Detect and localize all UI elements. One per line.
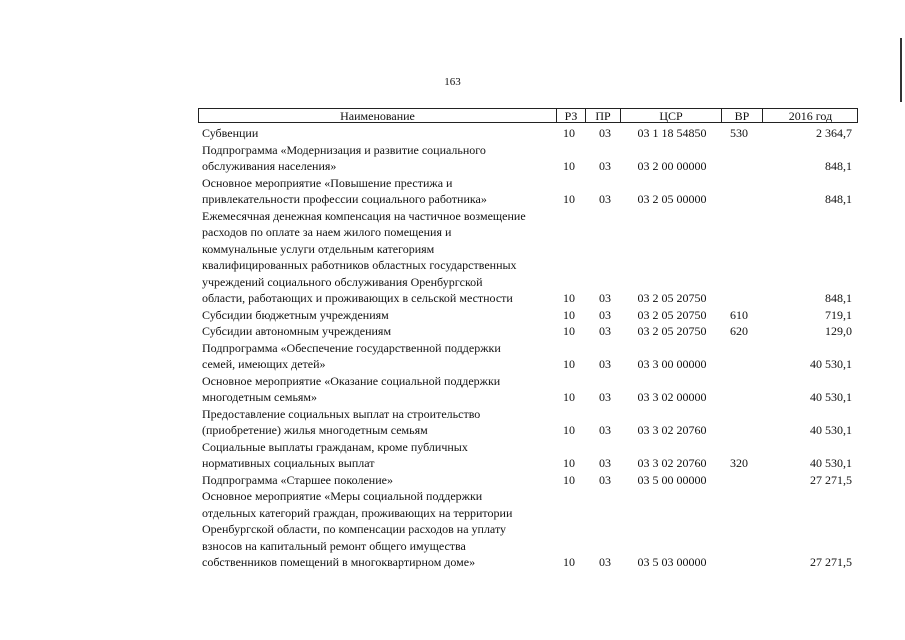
row-line [0, 340, 905, 357]
cell-vr: 320 [730, 456, 748, 470]
cell-pr: 03 [599, 390, 611, 404]
row-name-text: семей, имеющих детей» [202, 357, 326, 371]
row-name-text: расходов по оплате за наем жилого помещения и [202, 225, 452, 239]
row-line [0, 538, 905, 555]
cell-csr: 03 5 00 00000 [637, 472, 707, 487]
cell-rz: 10 [563, 555, 575, 569]
row-name-text: квалифицированных работников областных государственных [202, 258, 517, 272]
header-year: 2016 год [788, 109, 833, 123]
row-name-text: коммунальные услуги отдельным категориям [202, 241, 435, 256]
table-row [0, 307, 905, 324]
cell-csr: 03 2 05 20750 [637, 291, 707, 305]
table-row [0, 472, 905, 489]
row-name-text: Основное мероприятие «Меры социальной поддержки [202, 489, 483, 503]
table-header [198, 108, 858, 123]
row-name-text: Подпрограмма «Старшее поколение» [202, 472, 393, 487]
row-name-text: Основное мероприятие «Повышение престижа и [202, 175, 453, 190]
row-name-text: Ежемесячная денежная компенсация на частичное возмещение [202, 208, 526, 223]
cell-amount: 719,1 [825, 307, 852, 322]
cell-pr: 03 [599, 456, 611, 470]
cell-amount: 40 530,1 [810, 456, 852, 470]
row-line [0, 455, 905, 472]
cell-pr: 03 [599, 357, 611, 371]
cell-pr: 03 [599, 159, 611, 173]
cell-rz: 10 [563, 324, 575, 338]
row-line [0, 389, 905, 406]
table-row [0, 175, 905, 208]
cell-csr: 03 3 02 20760 [637, 423, 707, 437]
row-line [0, 224, 905, 241]
cell-amount: 40 530,1 [810, 390, 852, 404]
cell-amount: 2 364,7 [816, 126, 852, 140]
cell-rz: 10 [563, 456, 575, 470]
cell-vr: 610 [730, 307, 748, 322]
table-row [0, 125, 905, 142]
row-name-text: отдельных категорий граждан, проживающих на территории [202, 505, 513, 520]
cell-rz: 10 [563, 126, 575, 140]
row-name-text: области, работающих и проживающих в сельской местности [202, 291, 513, 305]
cell-pr: 03 [599, 324, 611, 338]
row-line [0, 241, 905, 258]
row-line [0, 488, 905, 505]
header-csr: ЦСР [659, 109, 683, 123]
row-name-text: нормативных социальных выплат [202, 456, 375, 470]
cell-amount: 848,1 [825, 192, 852, 206]
table-row [0, 488, 905, 571]
cell-pr: 03 [599, 291, 611, 305]
cell-rz: 10 [563, 291, 575, 305]
cell-csr: 03 3 00 00000 [637, 357, 707, 371]
cell-csr: 03 3 02 20760 [637, 456, 707, 470]
row-line [0, 257, 905, 274]
row-line [0, 142, 905, 159]
cell-rz: 10 [563, 423, 575, 437]
table-row [0, 373, 905, 406]
row-line [0, 323, 905, 340]
row-line [0, 472, 905, 489]
cell-rz: 10 [563, 159, 575, 173]
row-name-text: Предоставление социальных выплат на строительство [202, 406, 481, 421]
row-name-text: Социальные выплаты гражданам, кроме публичных [202, 439, 468, 454]
cell-pr: 03 [599, 423, 611, 437]
row-name-text: обслуживания населения» [202, 159, 337, 173]
row-name-text: (приобретение) жилья многодетным семьям [202, 423, 428, 437]
cell-amount: 848,1 [825, 291, 852, 305]
cell-amount: 27 271,5 [810, 555, 852, 569]
row-name-text: Основное мероприятие «Оказание социальной поддержки [202, 373, 501, 388]
row-name-text: многодетным семьям» [202, 390, 318, 404]
row-name-text: Субсидии бюджетным учреждениям [202, 307, 389, 322]
header-name: Наименование [340, 109, 415, 123]
row-name-text: собственников помещений в многоквартирном доме» [202, 555, 476, 569]
row-line [0, 274, 905, 291]
row-name-text: взносов на капитальный ремонт общего имущества [202, 538, 466, 553]
cell-pr: 03 [599, 307, 611, 322]
cell-csr: 03 3 02 00000 [637, 390, 707, 404]
row-line [0, 307, 905, 324]
row-line [0, 422, 905, 439]
cell-rz: 10 [563, 307, 575, 322]
cell-pr: 03 [599, 555, 611, 569]
table-row [0, 208, 905, 307]
row-line [0, 439, 905, 456]
row-name-text: привлекательности профессии социального работника» [202, 192, 487, 206]
cell-rz: 10 [563, 472, 575, 487]
row-line [0, 191, 905, 208]
table-row [0, 142, 905, 175]
row-line [0, 373, 905, 390]
header-pr: ПР [595, 109, 611, 123]
cell-pr: 03 [599, 126, 611, 140]
cell-amount: 848,1 [825, 159, 852, 173]
cell-csr: 03 2 05 20750 [637, 307, 707, 322]
cell-pr: 03 [599, 192, 611, 206]
row-line [0, 175, 905, 192]
header-vr: ВР [734, 109, 750, 123]
cell-vr: 530 [730, 126, 748, 140]
cell-vr: 620 [730, 324, 748, 338]
cell-csr: 03 2 05 20750 [637, 324, 707, 338]
row-name-text: учреждений социального обслуживания Оренбургской [202, 274, 483, 289]
row-line [0, 208, 905, 225]
cell-csr: 03 1 18 54850 [637, 126, 707, 140]
page-number: 163 [444, 76, 461, 88]
cell-rz: 10 [563, 192, 575, 206]
row-name-text: Подпрограмма «Обеспечение государственной поддержки [202, 340, 501, 355]
cell-rz: 10 [563, 390, 575, 404]
row-line [0, 554, 905, 571]
cell-rz: 10 [563, 357, 575, 371]
row-line [0, 521, 905, 538]
table-row [0, 439, 905, 472]
cell-amount: 129,0 [825, 324, 852, 338]
table-row [0, 340, 905, 373]
cell-amount: 40 530,1 [810, 423, 852, 437]
table-row [0, 406, 905, 439]
row-line [0, 290, 905, 307]
row-line [0, 505, 905, 522]
row-line [0, 406, 905, 423]
cell-amount: 40 530,1 [810, 357, 852, 371]
row-name-text: Подпрограмма «Модернизация и развитие социального [202, 142, 486, 157]
header-rz: РЗ [564, 109, 578, 123]
cell-pr: 03 [599, 472, 611, 487]
row-line [0, 356, 905, 373]
row-name-text: Субвенции [202, 126, 259, 140]
table-row [0, 323, 905, 340]
row-name-text: Оренбургской области, по компенсации расходов на уплату [202, 522, 507, 536]
cell-csr: 03 2 00 00000 [637, 159, 707, 173]
cell-csr: 03 2 05 00000 [637, 192, 707, 206]
row-line [0, 158, 905, 175]
scan-edge-mark [900, 38, 902, 102]
cell-amount: 27 271,5 [810, 472, 852, 487]
table-body [0, 125, 905, 571]
row-name-text: Субсидии автономным учреждениям [202, 324, 392, 338]
row-line [0, 125, 905, 142]
cell-csr: 03 5 03 00000 [637, 555, 707, 569]
